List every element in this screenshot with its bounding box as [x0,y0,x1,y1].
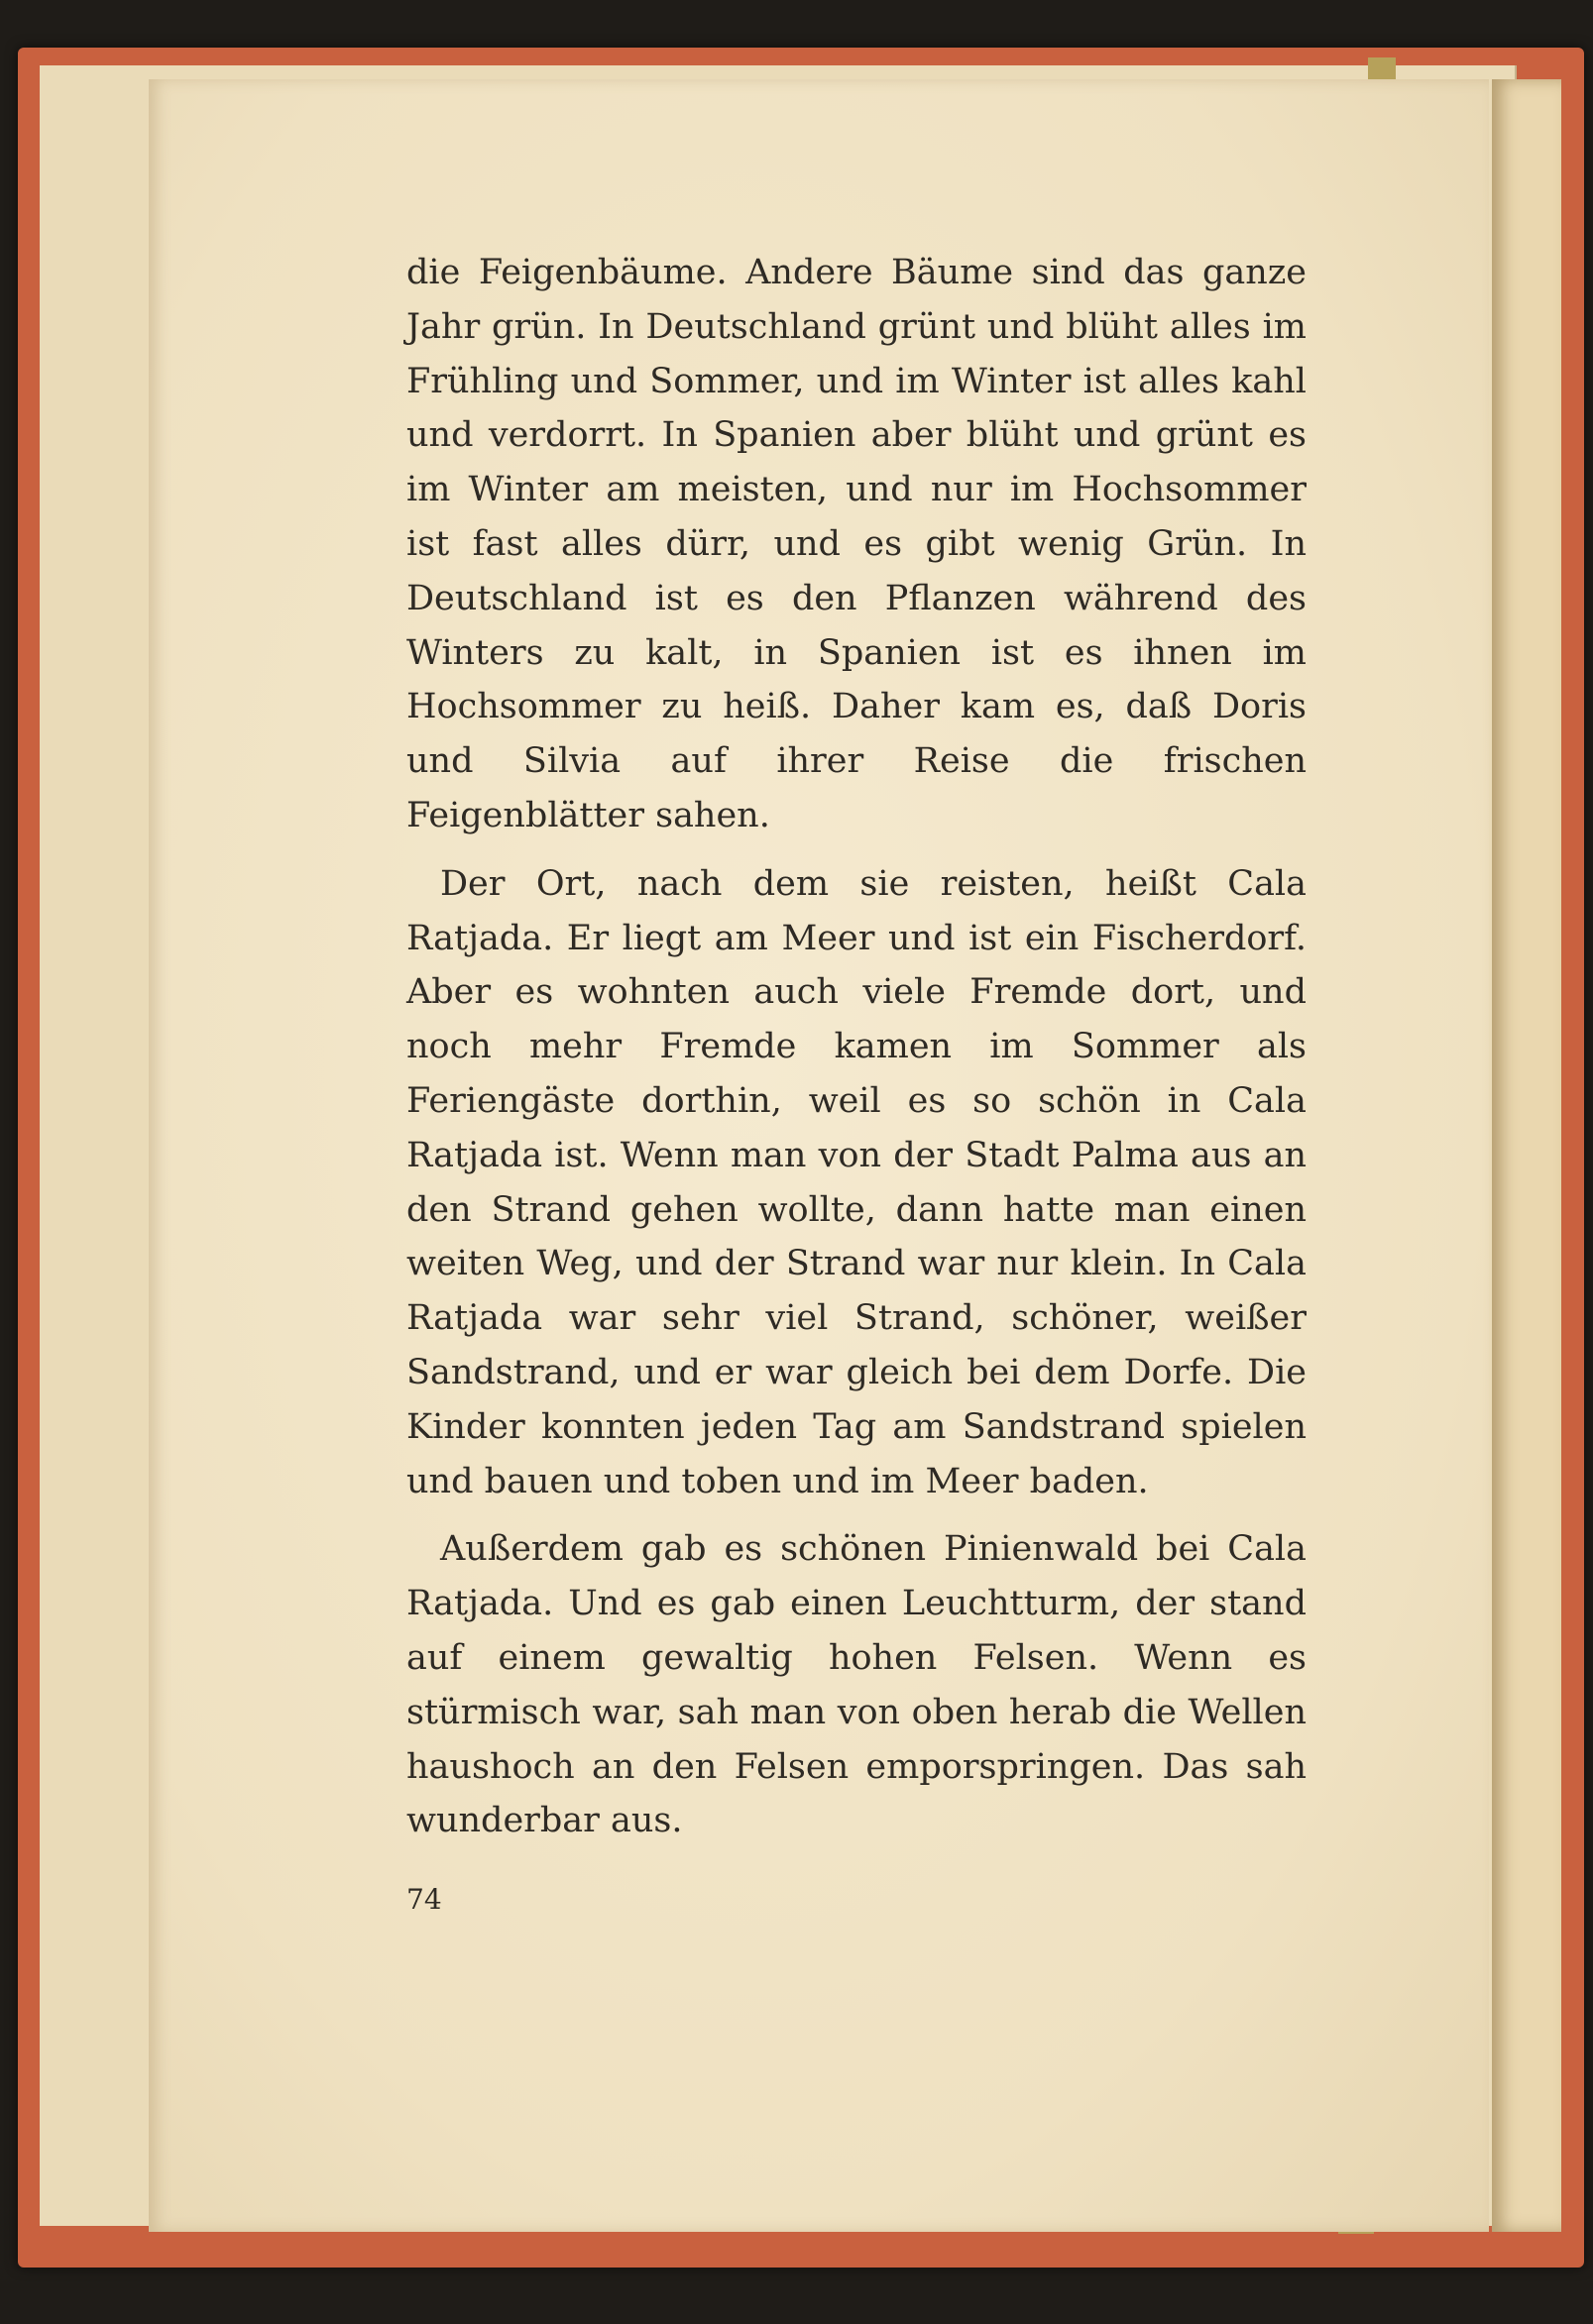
paragraph-3: Außerdem gab es schönen Pinienwald bei Cala Ratjada. Und es gab einen Leuchtturm, der stand auf einem gewaltig hohen Felsen. Wenn es stürmisch war, sah man von oben herab die Wellen haushoch an den Felsen emporspringen. Das sah wunderbar aus. [406,1529,1307,1841]
page-text [406,246,1307,1848]
page-number: 74 [406,1883,442,1916]
binding-tape-top [1368,57,1396,79]
right-page-edge [1492,79,1561,2232]
paragraph-2: Der Ort, nach dem sie reisten, heißt Cala Ratjada. Er liegt am Meer und ist ein Fischerdorf. Aber es wohnten auch viele Fremde dort, und noch mehr Fremde kamen im Sommer als Feriengäste dorthin, weil es so schön in Cala Ratjada ist. Wenn man von der Stadt Palma aus an den Strand gehen wollte, dann hatte man einen weiten Weg, und der Strand war nur klein. In Cala Ratjada war sehr viel Strand, schöner, weißer Sandstrand, und er war gleich bei dem Dorfe. Die Kinder konnten jeden Tag am Sandstrand spielen und bauen und toben und im Meer baden. [406,863,1307,1501]
paragraph-1: die Feigenbäume. Andere Bäume sind das ganze Jahr grün. In Deutschland grünt und blüht alles im Frühling und Sommer, und im Winter ist alles kahl und verdorrt. In Spanien aber blüht und grünt es im Winter am meisten, und nur im Hochsommer ist fast alles dürr, und es gibt wenig Grün. In Deutschland ist es den Pflanzen während des Winters zu kalt, in Spanien ist es ihnen im Hochsommer zu heiß. Daher kam es, daß Doris und Silvia auf ihrer Reise die frischen Feigenblätter sahen. [406,253,1307,835]
